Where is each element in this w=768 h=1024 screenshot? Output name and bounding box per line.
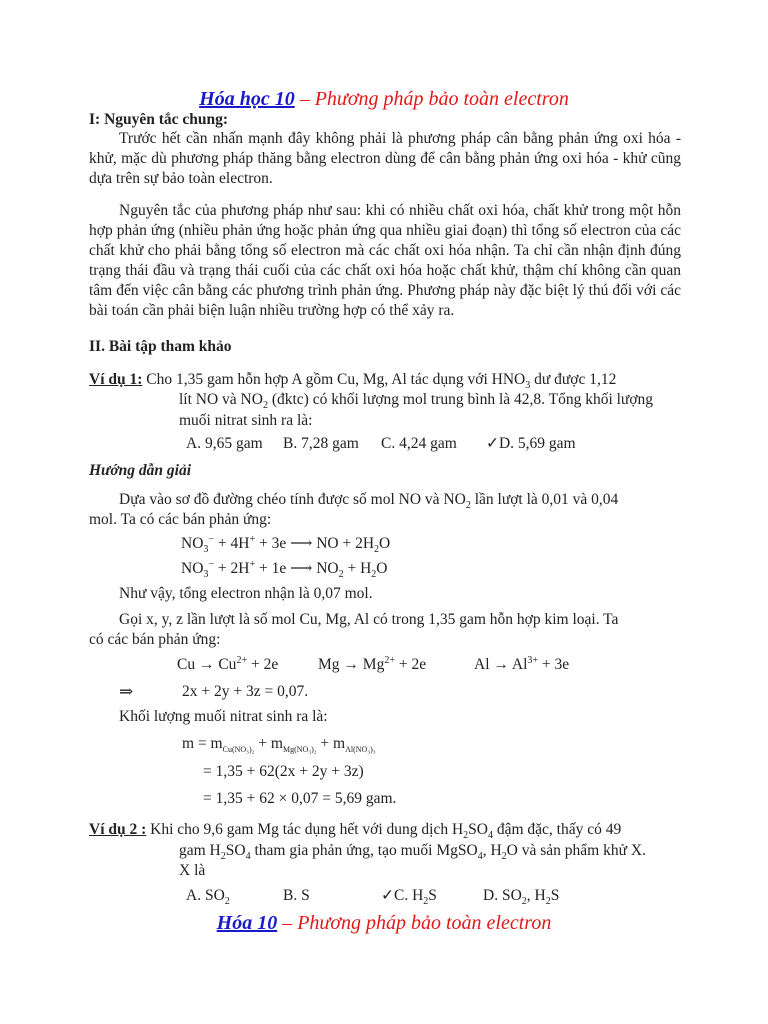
footer-topic: Phương pháp bảo toàn electron: [297, 912, 552, 934]
example2-option-b: B. S: [283, 887, 310, 904]
example2-line3: X là: [179, 862, 206, 879]
call-para-line2: có các bán phản ứng:: [89, 631, 221, 648]
example2-option-d: D. $SO_2$, $H_2S$: [483, 887, 560, 908]
example1-line3: muối nitrat sinh ra là:: [179, 412, 313, 429]
section1-para2: Nguyên tắc của phương pháp như sau: khi có nhiều chất oxi hóa, chất khử trong một hỗn hợp phản ứng (nhiều phản ứng hoặc phản ứng qua nhiều giai đoạn) thì tổng số electron của các chất khử cho phải bằng tổng số electron mà các chất oxi hóa nhận. Ta chỉ cần nhận định đúng trạng thái đầu và trạng thái cuối của các chất oxi hóa hoặc chất khử, thậm chí không cần quan tâm đến việc cân bằng các phương trình phản ứng. Phương pháp này đặc biệt lý thú đối với các bài toán cần phải biện luận nhiều trường hợp có thể xảy ra.: [89, 202, 681, 319]
half-reaction-2: $NO_3^- + 2H^+ + 1e$ ⟶ $NO_2 + H_2O$: [181, 558, 388, 581]
footer-subject: Hóa 10: [216, 912, 278, 934]
page-title: [0, 86, 768, 112]
example1-line2: lít NO và $NO_2$ (đktc) có khối lượng mol trung bình là 42,8. Tổng khối lượng: [179, 391, 654, 412]
section1-para1: Trước hết cần nhấn mạnh đây không phải là phương pháp cân bằng phản ứng oxi hóa - khử, mặc dù phương pháp thăng bằng electron dùng để cân bằng phản ứng oxi hóa - khử cũng dựa trên sự bảo toàn electron.: [89, 130, 681, 187]
call-para-line1: Gọi x, y, z lần lượt là số mol Cu, Mg, Al có trong 1,35 gam hỗn hợp kim loại. Ta: [119, 611, 619, 628]
implies-equation: 2x + 2y + 3z = 0,07.: [182, 683, 309, 700]
guide-para1-line2: mol. Ta có các bán phản ứng:: [89, 511, 272, 528]
implies-arrow: ⇒: [119, 682, 134, 701]
example2-label: Ví dụ 2 :: [89, 821, 147, 838]
half-mg: $Mg \to Mg^{2+} + 2e$: [318, 654, 427, 673]
example1-line1: Ví dụ 1: Cho 1,35 gam hỗn hợp A gồm Cu, Mg, Al tác dụng với $HNO_3$ dư được 1,12: [89, 371, 617, 392]
mass-equation-2: = 1,35 + 62(2x + 2y + 3z): [203, 763, 364, 780]
page-footer-title: [0, 910, 768, 936]
example1-label: Ví dụ 1:: [89, 371, 143, 388]
title-dash: –: [294, 88, 315, 110]
footer-dash: –: [277, 912, 298, 934]
example2-line2: gam $H_2SO_4$ tham gia phản ứng, tạo muối MgSO$_4$, $H_2O$ và sản phẩm khử X.: [179, 842, 646, 863]
title-topic: Phương pháp bảo toàn electron: [314, 88, 569, 110]
example1-option-a: A. 9,65 gam: [186, 435, 263, 452]
section2-heading: II. Bài tập tham khảo: [89, 338, 232, 355]
example1-guide-heading: Hướng dẫn giải: [89, 462, 192, 479]
example1-option-c: C. 4,24 gam: [381, 435, 457, 452]
mass-intro: Khối lượng muối nitrat sinh ra là:: [119, 708, 328, 725]
mass-equation-3: = 1,35 + 62 × 0,07 = 5,69 gam.: [203, 790, 397, 807]
guide-para1-line1: Dựa vào sơ đồ đường chéo tính được số mol NO và $NO_2$ lần lượt là 0,01 và 0,04: [119, 491, 619, 512]
half-reaction-1: $NO_3^- + 4H^+ + 3e$ ⟶ NO + $2H_2O$: [181, 533, 391, 556]
half-cu: $Cu \to Cu^{2+} + 2e$: [177, 654, 279, 673]
section1-heading: I: Nguyên tắc chung:: [89, 111, 229, 128]
title-subject: Hóa học 10: [199, 88, 295, 110]
example1-option-b: B. 7,28 gam: [283, 435, 359, 452]
section1-body: [89, 129, 681, 321]
example2-line1: Ví dụ 2 : Khi cho 9,6 gam Mg tác dụng hết với dung dịch $H_2SO_4$ đậm đặc, thấy có 49: [89, 821, 622, 842]
example1-option-d: ✓D. 5,69 gam: [486, 435, 576, 452]
half-al: $Al \to Al^{3+} + 3e$: [474, 654, 570, 673]
example2-option-c: ✓C. $H_2S$: [381, 887, 437, 908]
mass-equation-1: $m = m_{Cu(NO_3)_2} + m_{Mg(NO_3)_2} + m_{Al(NO_3)_3}$: [182, 735, 376, 755]
example2-option-a: A. $SO_2$: [186, 887, 230, 908]
total-electron-text: Như vậy, tổng electron nhận là 0,07 mol.: [119, 585, 373, 602]
